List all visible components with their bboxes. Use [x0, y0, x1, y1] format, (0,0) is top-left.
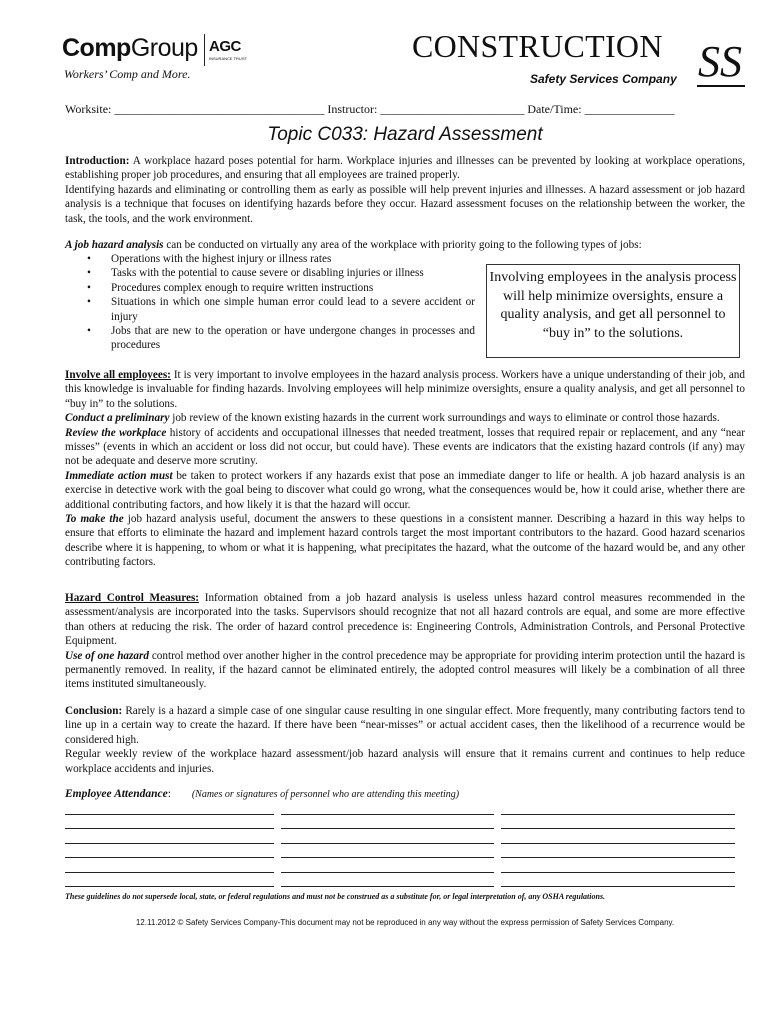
make-text: job hazard analysis useful, document the answers to these questions in a consistent manner. Describing a hazard in this way helps to ensure that efforts to eliminate the hazard and implement hazard controls target the most important contributors to the hazard. Good hazard scenarios describe where it is happening, to whom or what it is happening, what precipitates the hazard, what the outcome of the hazard would be, and any other contributing factors. [65, 513, 745, 569]
agc-logo: AGC [209, 38, 241, 55]
callout-box: Involving employees in the analysis process will help minimize oversights, ensure a quality analysis, and get all personnel to “buy in” to the solutions. [486, 264, 740, 358]
signature-line[interactable] [281, 828, 494, 829]
use-text: control method over another higher in the control precedence may be appropriate for providing interim protection until the hazard is permanently removed. In reality, if the hazard cannot be eliminated entirely, the adopted control measures will likely be a combination of all three items instituted simultaneously. [65, 649, 745, 691]
immediate-label: Immediate action must [65, 469, 173, 482]
signature-line[interactable] [501, 828, 735, 829]
signature-line[interactable] [501, 857, 735, 858]
list-item: • Tasks with the potential to cause severe or disabling injuries or illness [87, 266, 475, 280]
introduction-label: Introduction: [65, 155, 130, 167]
control-section [65, 591, 745, 692]
signature-line[interactable] [65, 828, 274, 829]
attendance-header [65, 788, 459, 800]
compgroup-logo: CompGroup [62, 34, 198, 62]
conclusion-p2: Regular weekly review of the workplace hazard assessment/job hazard analysis will ensure that it remains current and continues to help reduce workplace accidents and injuries. [65, 748, 745, 775]
agc-logo-subtext: INSURANCE TRUST [209, 56, 247, 61]
construction-heading: CONSTRUCTION [412, 28, 663, 64]
use-label: Use of one hazard [65, 649, 149, 662]
attendance-note: (Names or signatures of personnel who are attending this meeting) [191, 789, 460, 800]
control-text: Information obtained from a job hazard analysis is useless unless hazard control measures recommended in the assessment/analysis are incorporated into the tasks. Supervisors should recognize that not all hazard controls are equal, and some are more effective than others at reducing the risk. The order of hazard control precedence is: Engineering Controls, Administration Controls, and Personal Protective Equipment. [65, 592, 745, 648]
signature-line[interactable] [501, 886, 735, 887]
conduct-text: job review of the known existing hazards in the current work surroundings and ways to eliminate or control those hazards. [169, 412, 720, 425]
introduction-p1: A workplace hazard poses potential for harm. Workplace injuries and illnesses can be prevented by looking at workplace operations, establishing proper job procedures, and ensuring that all employees are trained properly. [65, 155, 745, 182]
signature-line[interactable] [501, 843, 735, 844]
review-label: Review the workplace [65, 426, 167, 439]
form-fields-line: Worksite: ___________________________________ Instructor: ________________________ Date/Time: _______________ [65, 102, 675, 116]
signature-line[interactable] [281, 872, 494, 873]
ss-logo-text: SS [698, 37, 742, 86]
signature-line[interactable] [281, 857, 494, 858]
list-item: • Procedures complex enough to require written instructions [87, 281, 475, 295]
involve-text: It is very important to involve employees in the hazard analysis process. Workers have a unique understanding of their job, and this knowledge is invaluable for finding hazards. Involving employees will help minimize oversights, ensure a quality analysis, and get all personnel to “buy in” to the solutions. [65, 369, 745, 410]
logo-divider [204, 34, 205, 66]
page-title: Topic C033: Hazard Assessment [267, 124, 543, 145]
involve-label: Involve all employees: [65, 369, 171, 381]
signature-line[interactable] [65, 857, 274, 858]
disclaimer: These guidelines do not supersede local, state, or federal regulations and must not be construed as a substitute for, or legal interpretation of, any OSHA regulations. [65, 892, 606, 901]
make-label: To make the [65, 513, 124, 526]
signature-line[interactable] [281, 843, 494, 844]
involve-section [65, 368, 745, 570]
review-text: history of accidents and occupational illnesses that needed treatment, losses that required repair or replacement, and any “near misses” (events in which an accident or loss did not occur, but could have). These events are indicators that the existing hazard controls (if any) may not be adequate and deserve more scrutiny. [65, 426, 745, 468]
list-item: • Situations in which one simple human error could lead to a severe accident or injury [87, 295, 475, 324]
signature-line[interactable] [65, 886, 274, 887]
signature-line[interactable] [65, 814, 274, 815]
list-item: • Jobs that are new to the operation or have undergone changes in processes and procedures [87, 324, 475, 353]
introduction-p2: Identifying hazards and eliminating or controlling them as early as possible will help prevent injuries and illnesses. A hazard assessment or job hazard analysis is a technique that focuses on identifying hazards before they occur. Hazard assessment focuses on the relationship between the worker, the task, the tools, and the work environment. [65, 183, 745, 225]
conduct-label: Conduct a preliminary [65, 412, 170, 425]
introduction-section [65, 154, 745, 226]
signature-line[interactable] [281, 814, 494, 815]
signature-line[interactable] [281, 886, 494, 887]
attendance-colon: : [167, 788, 171, 800]
attendance-label: Employee Attendance [65, 788, 168, 800]
footer-copyright: 12.11.2012 © Safety Services Company-This document may not be reproduced in any way without the express permission of Safety Services Company. [135, 918, 675, 927]
immediate-text: be taken to protect workers if any hazards exist that pose an immediate danger to life or health. A job hazard analysis is an exercise in detective work with the goal being to discover what could go wrong, what the consequences would be, how it could arise, whether there are additional contributing factors, and how likely it is that the hazard will occur. [65, 469, 745, 511]
jha-bullet-list [87, 252, 475, 353]
jha-label: A job hazard analysis [65, 239, 164, 251]
conclusion-label: Conclusion: [65, 705, 123, 717]
conclusion-p1: Rarely is a hazard a simple case of one singular cause resulting in one singular effect. More frequently, many contributing factors tend to line up in a certain way to create the hazard. If there have been “near-misses” or actual accident cases, then the likelihood of a recurrence would be considered high. [65, 705, 745, 746]
list-item: • Operations with the highest injury or illness rates [87, 252, 475, 266]
signature-line[interactable] [65, 843, 274, 844]
signature-line[interactable] [501, 872, 735, 873]
jha-section [65, 238, 745, 252]
safety-company-name: Safety Services Company [530, 72, 677, 86]
signature-line[interactable] [501, 814, 735, 815]
signature-line[interactable] [65, 872, 274, 873]
jha-text: can be conducted on virtually any area of the workplace with priority going to the following types of jobs: [163, 239, 642, 251]
compgroup-tagline: Workers’ Comp and More. [64, 67, 191, 81]
control-label: Hazard Control Measures: [65, 592, 200, 604]
ss-logo-icon [697, 32, 745, 88]
conclusion-section [65, 704, 745, 776]
